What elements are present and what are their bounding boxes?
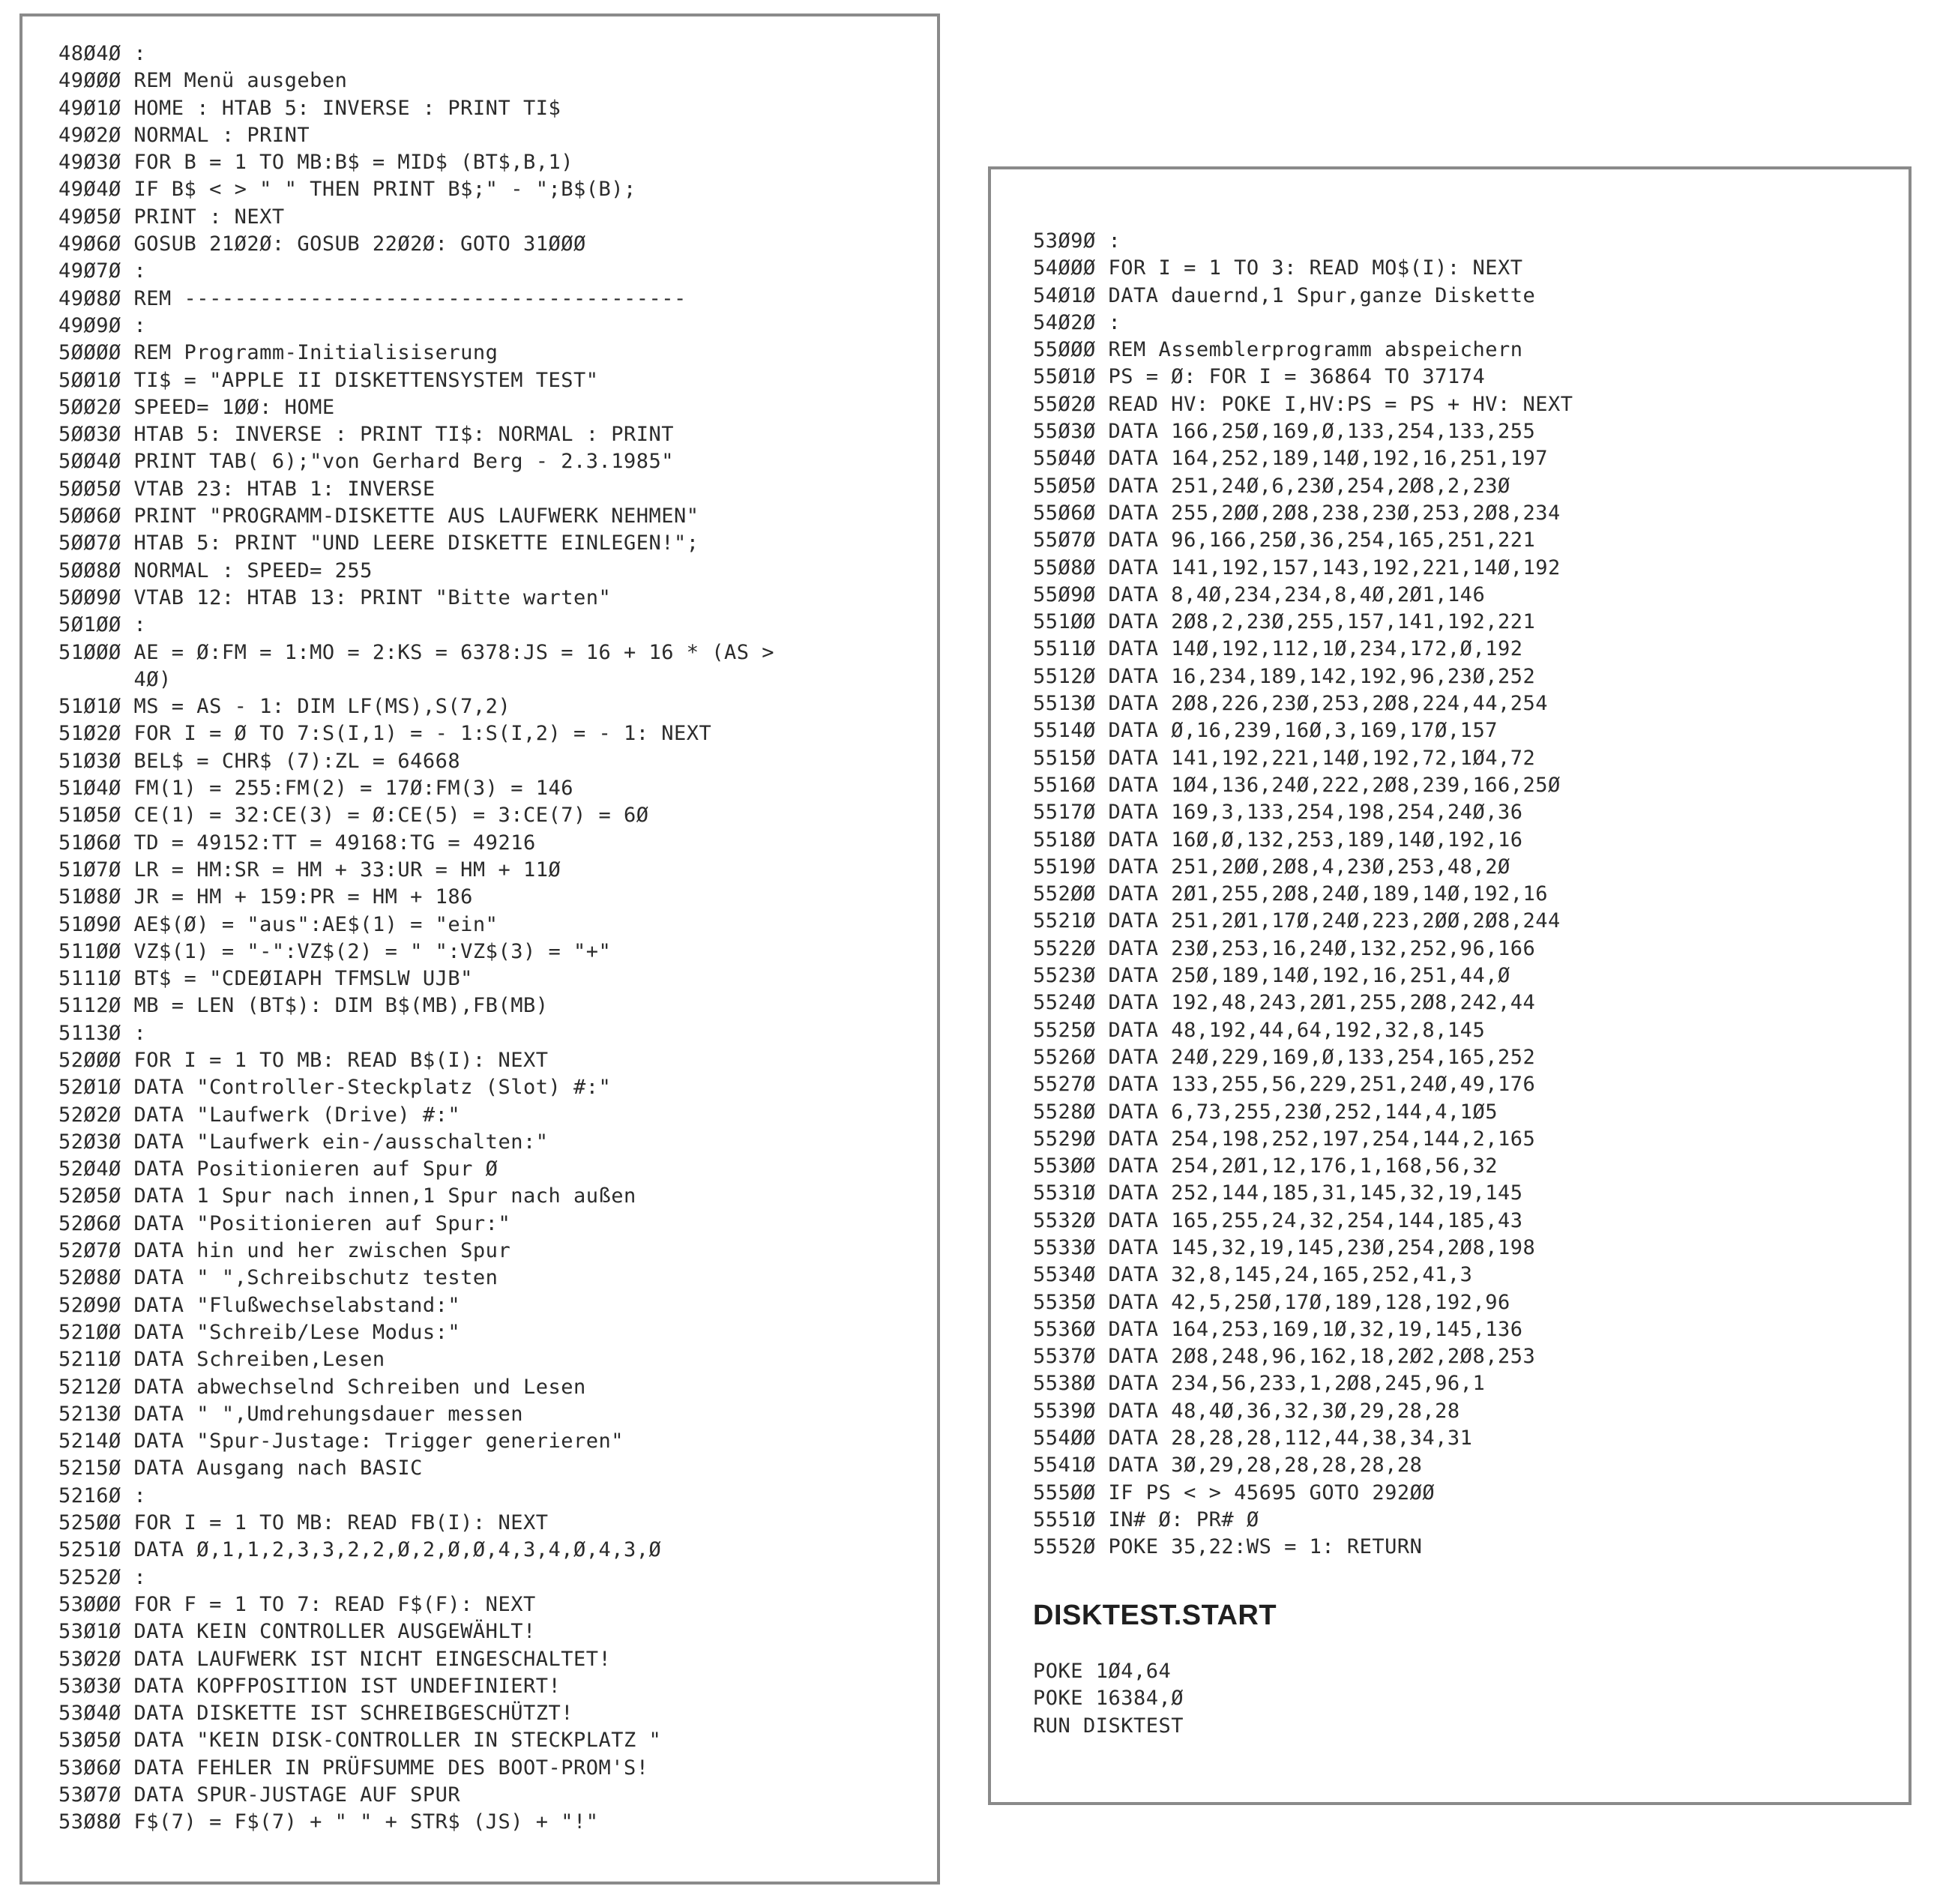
code-line: 5211Ø DATA Schreiben,Lesen — [58, 1348, 385, 1372]
code-line: 49Ø4Ø IF B$ < > " " THEN PRINT B$;" - ";B$(B); — [58, 178, 636, 202]
code-line: 49Ø7Ø : — [58, 259, 147, 283]
code-line: 5252Ø : — [58, 1565, 147, 1589]
code-line: 49Ø5Ø PRINT : NEXT — [58, 205, 285, 229]
code-line: 525ØØ FOR I = 1 TO MB: READ FB(I): NEXT — [58, 1511, 549, 1535]
code-line: 5512Ø DATA 16,234,189,142,192,96,23Ø,252 — [1033, 664, 1536, 688]
code-line: 5526Ø DATA 24Ø,229,169,Ø,133,254,165,252 — [1033, 1045, 1536, 1069]
code-line: 52Ø2Ø DATA "Laufwerk (Drive) #:" — [58, 1103, 461, 1127]
code-line: 5216Ø : — [58, 1483, 147, 1507]
code-line: 49Ø2Ø NORMAL : PRINT — [58, 123, 310, 147]
code-line: 5518Ø DATA 16Ø,Ø,132,253,189,14Ø,192,16 — [1033, 828, 1523, 852]
code-line: 5112Ø MB = LEN (BT$): DIM B$(MB),FB(MB) — [58, 994, 549, 1018]
code-line: 5524Ø DATA 192,48,243,2Ø1,255,2Ø8,242,44 — [1033, 991, 1536, 1015]
code-line: 51Ø8Ø JR = HM + 159:PR = HM + 186 — [58, 885, 473, 909]
code-line: 52ØØØ FOR I = 1 TO MB: READ B$(I): NEXT — [58, 1048, 549, 1072]
code-line: 55Ø5Ø DATA 251,24Ø,6,23Ø,254,2Ø8,2,23Ø — [1033, 474, 1510, 498]
code-line: 551ØØ DATA 2Ø8,2,23Ø,255,157,141,192,221 — [1033, 610, 1536, 634]
code-line: 55Ø1Ø PS = Ø: FOR I = 36864 TO 37174 — [1033, 365, 1486, 389]
code-line: 5539Ø DATA 48,4Ø,36,32,3Ø,29,28,28 — [1033, 1399, 1460, 1423]
code-line: 51Ø5Ø CE(1) = 32:CE(3) = Ø:CE(5) = 3:CE(7) = 6Ø — [58, 804, 649, 828]
code-line: 511ØØ VZ$(1) = "-":VZ$(2) = " ":VZ$(3) = "+" — [58, 939, 612, 963]
code-line: 5517Ø DATA 169,3,133,254,198,254,24Ø,36 — [1033, 801, 1523, 825]
code-line: 5212Ø DATA abwechselnd Schreiben und Lesen — [58, 1375, 586, 1399]
code-line: 5514Ø DATA Ø,16,239,16Ø,3,169,17Ø,157 — [1033, 719, 1498, 743]
code-line: 55Ø8Ø DATA 141,192,157,143,192,221,14Ø,192 — [1033, 555, 1561, 579]
code-line: 555ØØ IF PS < > 45695 GOTO 292ØØ — [1033, 1480, 1436, 1504]
code-line: 55Ø2Ø READ HV: POKE I,HV:PS = PS + HV: NEXT — [1033, 392, 1573, 416]
code-line: 55Ø7Ø DATA 96,166,25Ø,36,254,165,251,221 — [1033, 528, 1536, 552]
code-line: POKE 16384,Ø — [1033, 1687, 1184, 1711]
code-line: 52Ø9Ø DATA "Flußwechselabstand:" — [58, 1293, 461, 1317]
code-line: 5529Ø DATA 254,198,252,197,254,144,2,165 — [1033, 1127, 1536, 1151]
code-line: 5111Ø BT$ = "CDEØIAPH TFMSLW UJB" — [58, 967, 473, 991]
code-line: 5519Ø DATA 251,2ØØ,2Ø8,4,23Ø,253,48,2Ø — [1033, 855, 1510, 879]
code-line: 5ØØ4Ø PRINT TAB( 6);"von Gerhard Berg - 2.3.1985" — [58, 450, 675, 474]
code-line: 5534Ø DATA 32,8,145,24,165,252,41,3 — [1033, 1263, 1473, 1287]
code-line: 5541Ø DATA 3Ø,29,28,28,28,28,28 — [1033, 1453, 1423, 1477]
code-line: 5536Ø DATA 164,253,169,1Ø,32,19,145,136 — [1033, 1317, 1523, 1341]
code-line: 53Ø3Ø DATA KOPFPOSITION IST UNDEFINIERT! — [58, 1674, 561, 1698]
code-line: 5522Ø DATA 23Ø,253,16,24Ø,132,252,96,166 — [1033, 936, 1536, 960]
code-line: 5538Ø DATA 234,56,233,1,2Ø8,245,96,1 — [1033, 1372, 1486, 1396]
code-line: 5513Ø DATA 2Ø8,226,23Ø,253,2Ø8,224,44,254 — [1033, 692, 1548, 716]
left-listing-panel — [19, 13, 940, 1885]
code-line: 51ØØØ AE = Ø:FM = 1:MO = 2:KS = 6378:JS = 16 + 16 * (AS > — [58, 640, 775, 664]
code-line: 54ØØØ FOR I = 1 TO 3: READ MO$(I): NEXT — [1033, 256, 1523, 280]
code-line: 5528Ø DATA 6,73,255,23Ø,252,144,4,1Ø5 — [1033, 1100, 1498, 1124]
right-code-listing — [1033, 228, 1573, 1561]
code-line: 53Ø7Ø DATA SPUR-JUSTAGE AUF SPUR — [58, 1783, 461, 1807]
code-line: 5ØØ2Ø SPEED= 1ØØ: HOME — [58, 395, 335, 419]
code-line: 5533Ø DATA 145,32,19,145,23Ø,254,2Ø8,198 — [1033, 1235, 1536, 1259]
code-line: 51Ø9Ø AE$(Ø) = "aus":AE$(1) = "ein" — [58, 912, 498, 936]
code-line: 553ØØ DATA 254,2Ø1,12,176,1,168,56,32 — [1033, 1154, 1498, 1178]
code-line: 4Ø) — [58, 667, 172, 691]
code-line: 5531Ø DATA 252,144,185,31,145,32,19,145 — [1033, 1181, 1523, 1205]
code-line: 52Ø7Ø DATA hin und her zwischen Spur — [58, 1239, 511, 1263]
code-line: 5215Ø DATA Ausgang nach BASIC — [58, 1456, 423, 1480]
code-line: 52Ø3Ø DATA "Laufwerk ein-/ausschalten:" — [58, 1130, 549, 1154]
code-line: 53Ø4Ø DATA DISKETTE IST SCHREIBGESCHÜTZT! — [58, 1702, 573, 1726]
code-line: 55Ø6Ø DATA 255,2ØØ,2Ø8,238,23Ø,253,2Ø8,234 — [1033, 501, 1561, 525]
code-line: 49Ø9Ø : — [58, 313, 147, 337]
code-line: 53ØØØ FOR F = 1 TO 7: READ F$(F): NEXT — [58, 1592, 536, 1616]
code-line: POKE 1Ø4,64 — [1033, 1660, 1172, 1683]
code-line: 5511Ø DATA 14Ø,192,112,1Ø,234,172,Ø,192 — [1033, 637, 1523, 661]
code-line: 521ØØ DATA "Schreib/Lese Modus:" — [58, 1320, 461, 1344]
code-line: 53Ø1Ø DATA KEIN CONTROLLER AUSGEWÄHLT! — [58, 1620, 536, 1644]
code-line: 52Ø4Ø DATA Positionieren auf Spur Ø — [58, 1157, 498, 1181]
code-line: 48Ø4Ø : — [58, 42, 147, 65]
code-line: 54Ø2Ø : — [1033, 310, 1121, 334]
code-line: 5515Ø DATA 141,192,221,14Ø,192,72,1Ø4,72 — [1033, 746, 1536, 770]
code-line: 5ØØ3Ø HTAB 5: INVERSE : PRINT TI$: NORMAL : PRINT — [58, 423, 675, 447]
code-line: 5214Ø DATA "Spur-Justage: Trigger generieren" — [58, 1429, 624, 1453]
code-line: 5532Ø DATA 165,255,24,32,254,144,185,43 — [1033, 1208, 1523, 1232]
code-line: 5516Ø DATA 1Ø4,136,24Ø,222,2Ø8,239,166,25Ø — [1033, 773, 1561, 797]
code-line: 5ØØ9Ø VTAB 12: HTAB 13: PRINT "Bitte warten" — [58, 585, 612, 609]
code-line: 5537Ø DATA 2Ø8,248,96,162,18,2Ø2,2Ø8,253 — [1033, 1345, 1536, 1369]
code-line: 5ØØ7Ø HTAB 5: PRINT "UND LEERE DISKETTE EINLEGEN!"; — [58, 531, 699, 555]
code-line: 51Ø1Ø MS = AS - 1: DIM LF(MS),S(7,2) — [58, 695, 511, 719]
code-line: 5ØØ1Ø TI$ = "APPLE II DISKETTENSYSTEM TEST" — [58, 368, 599, 392]
code-line: 52Ø5Ø DATA 1 Spur nach innen,1 Spur nach außen — [58, 1184, 636, 1208]
right-listing-panel — [988, 166, 1912, 1805]
disktest-start-title: DISKTEST.START — [1033, 1600, 1277, 1631]
code-line: 5113Ø : — [58, 1021, 147, 1045]
code-line: RUN DISKTEST — [1033, 1714, 1184, 1738]
code-line: 55Ø3Ø DATA 166,25Ø,169,Ø,133,254,133,255 — [1033, 420, 1536, 444]
code-line: 51Ø3Ø BEL$ = CHR$ (7):ZL = 64668 — [58, 749, 461, 773]
code-line: 5ØØ8Ø NORMAL : SPEED= 255 — [58, 558, 373, 582]
disktest-start-listing — [1033, 1658, 1184, 1740]
code-line: 5552Ø POKE 35,22:WS = 1: RETURN — [1033, 1535, 1423, 1559]
code-line: 52Ø6Ø DATA "Positionieren auf Spur:" — [58, 1211, 511, 1235]
code-line: 53Ø2Ø DATA LAUFWERK IST NICHT EINGESCHALTET! — [58, 1647, 612, 1671]
code-line: 53Ø6Ø DATA FEHLER IN PRÜFSUMME DES BOOT-PROM'S! — [58, 1756, 649, 1780]
code-line: 5ØØ5Ø VTAB 23: HTAB 1: INVERSE — [58, 477, 436, 501]
code-line: 5213Ø DATA " ",Umdrehungsdauer messen — [58, 1402, 523, 1426]
code-line: 554ØØ DATA 28,28,28,112,44,38,34,31 — [1033, 1427, 1473, 1450]
code-line: 5523Ø DATA 25Ø,189,14Ø,192,16,251,44,Ø — [1033, 964, 1510, 988]
code-line: 53Ø8Ø F$(7) = F$(7) + " " + STR$ (JS) + "!" — [58, 1810, 599, 1834]
code-line: 55Ø4Ø DATA 164,252,189,14Ø,192,16,251,197 — [1033, 447, 1548, 471]
left-code-listing — [58, 40, 774, 1837]
code-line: 5535Ø DATA 42,5,25Ø,17Ø,189,128,192,96 — [1033, 1290, 1510, 1314]
code-line: 53Ø5Ø DATA "KEIN DISK-CONTROLLER IN STECKPLATZ " — [58, 1729, 662, 1753]
code-line: 49Ø8Ø REM ---------------------------------------- — [58, 286, 687, 310]
code-line: 5251Ø DATA Ø,1,1,2,3,3,2,2,Ø,2,Ø,Ø,4,3,4,Ø,4,3,Ø — [58, 1538, 662, 1562]
code-line: 5521Ø DATA 251,2Ø1,17Ø,24Ø,223,2ØØ,2Ø8,244 — [1033, 909, 1561, 933]
code-line: 5ØØØØ REM Programm-Initialisiserung — [58, 341, 498, 365]
code-line: 55Ø9Ø DATA 8,4Ø,234,234,8,4Ø,2Ø1,146 — [1033, 582, 1486, 606]
code-line: 5ØØ6Ø PRINT "PROGRAMM-DISKETTE AUS LAUFWERK NEHMEN" — [58, 504, 699, 528]
code-line: 55ØØØ REM Assemblerprogramm abspeichern — [1033, 338, 1523, 362]
code-line: 52Ø1Ø DATA "Controller-Steckplatz (Slot) #:" — [58, 1076, 612, 1100]
code-line: 49Ø3Ø FOR B = 1 TO MB:B$ = MID$ (BT$,B,1) — [58, 151, 573, 175]
code-line: 5527Ø DATA 133,255,56,229,251,24Ø,49,176 — [1033, 1073, 1536, 1097]
code-line: 49Ø6Ø GOSUB 21Ø2Ø: GOSUB 22Ø2Ø: GOTO 31ØØØ — [58, 232, 586, 256]
code-line: 51Ø7Ø LR = HM:SR = HM + 33:UR = HM + 11Ø — [58, 858, 561, 882]
code-line: 52Ø8Ø DATA " ",Schreibschutz testen — [58, 1266, 498, 1290]
code-line: 49Ø1Ø HOME : HTAB 5: INVERSE : PRINT TI$ — [58, 96, 561, 120]
code-line: 54Ø1Ø DATA dauernd,1 Spur,ganze Diskette — [1033, 283, 1536, 307]
code-line: 53Ø9Ø : — [1033, 229, 1121, 253]
code-line: 51Ø6Ø TD = 49152:TT = 49168:TG = 49216 — [58, 831, 536, 855]
code-line: 49ØØØ REM Menü ausgeben — [58, 69, 348, 93]
code-line: 552ØØ DATA 2Ø1,255,2Ø8,24Ø,189,14Ø,192,16 — [1033, 882, 1548, 906]
code-line: 5525Ø DATA 48,192,44,64,192,32,8,145 — [1033, 1018, 1486, 1042]
code-line: 5551Ø IN# Ø: PR# Ø — [1033, 1507, 1259, 1531]
code-line: 5Ø1ØØ : — [58, 613, 147, 637]
code-line: 51Ø4Ø FM(1) = 255:FM(2) = 17Ø:FM(3) = 146 — [58, 777, 573, 801]
code-line: 51Ø2Ø FOR I = Ø TO 7:S(I,1) = - 1:S(I,2) = - 1: NEXT — [58, 722, 712, 746]
